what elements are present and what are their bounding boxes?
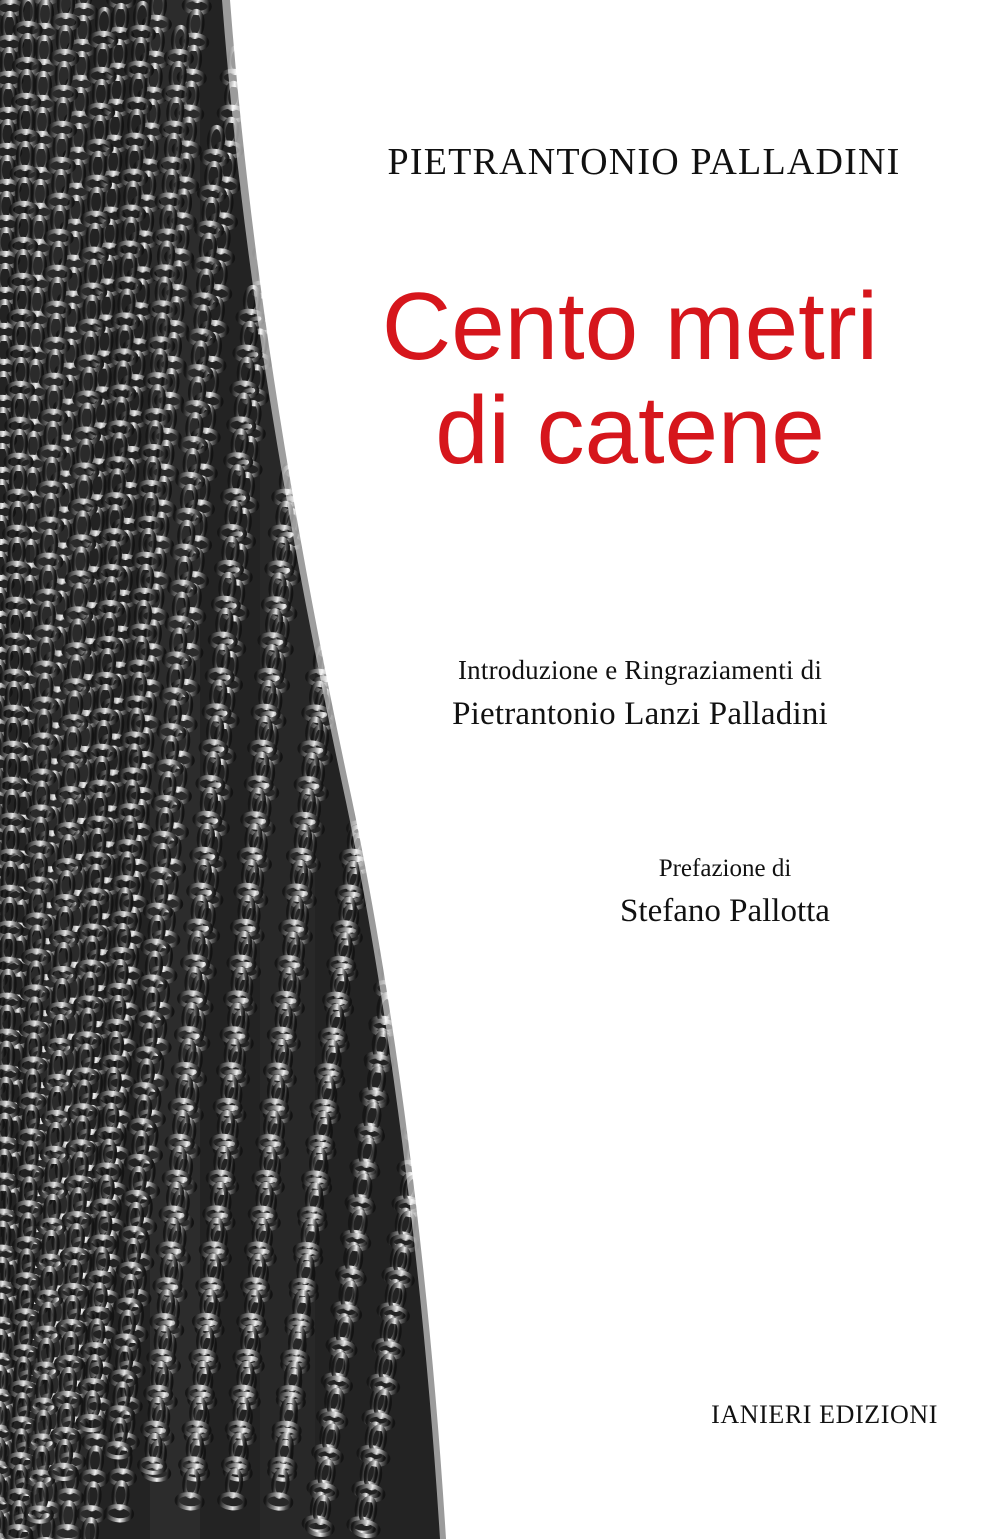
title-line-2: di catene: [435, 376, 825, 484]
publisher-name: IANIERI EDIZIONI: [711, 1400, 938, 1429]
preface-author: Stefano Pallotta: [620, 893, 830, 929]
cover-text-column: [330, 0, 950, 1539]
book-title: [330, 275, 930, 482]
author-name: PIETRANTONIO PALLADINI: [387, 141, 901, 183]
introduction-label: Introduzione e Ringraziamenti di: [457, 655, 823, 685]
title-line-1: Cento metri: [381, 273, 879, 380]
preface-label: Prefazione di: [658, 855, 792, 882]
preface-credit: [500, 855, 950, 930]
introduction-author: Pietrantonio Lanzi Palladini: [452, 696, 828, 732]
introduction-credit: [340, 655, 940, 733]
